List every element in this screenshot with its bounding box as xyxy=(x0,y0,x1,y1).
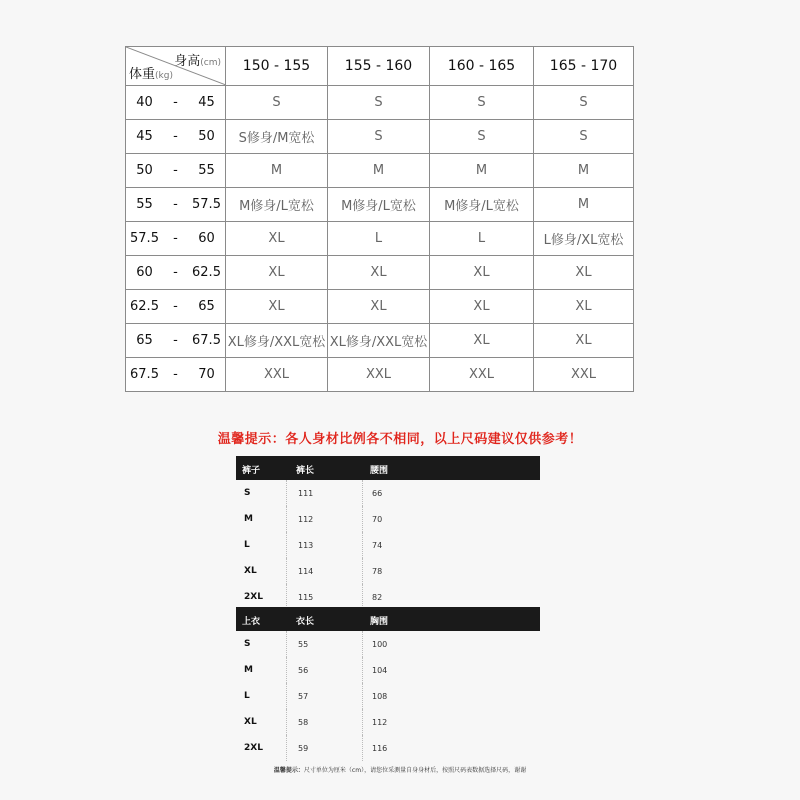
weight-dash: - xyxy=(173,163,178,178)
weight-dash: - xyxy=(173,95,178,110)
size-recommendation-cell: XL xyxy=(226,256,328,290)
length-value: 58 xyxy=(298,718,309,727)
height-axis-label: 身高(cm) xyxy=(174,54,221,69)
size-recommendation-cell: XL xyxy=(328,290,430,324)
size-notice: 温馨提示：各人身材比例各不相同，以上尺码建议仅供参考！ xyxy=(217,432,583,447)
size-recommendation-cell: XL xyxy=(328,256,430,290)
size-recommendation-cell: XL修身/XXL宽松 xyxy=(226,324,328,358)
size-recommendation-cell: XXL xyxy=(430,358,534,392)
dotted-divider xyxy=(286,735,287,761)
size-recommendation-cell: S xyxy=(534,120,634,154)
size-recommendation-cell: XL xyxy=(534,256,634,290)
footnote-label: 温馨提示： xyxy=(273,767,304,774)
length-value: 55 xyxy=(298,640,309,649)
dotted-divider xyxy=(362,683,363,709)
waist-value: 70 xyxy=(372,515,383,524)
tops-rows xyxy=(236,631,540,761)
weight-to: 70 xyxy=(198,367,215,382)
size-label: XL xyxy=(244,717,257,727)
size-chart-row xyxy=(126,358,634,392)
dotted-divider xyxy=(362,532,363,558)
size-recommendation-cell: M修身/L宽松 xyxy=(430,188,534,222)
size-recommendation-cell: S xyxy=(328,120,430,154)
length-value: 113 xyxy=(298,541,314,550)
size-label: S xyxy=(244,488,251,498)
length-value: 115 xyxy=(298,593,314,602)
weight-range-label xyxy=(126,256,226,290)
size-recommendation-cell: L修身/XL宽松 xyxy=(534,222,634,256)
waist-value: 78 xyxy=(372,567,383,576)
size-recommendation-cell: M xyxy=(328,154,430,188)
pants-row xyxy=(236,506,540,532)
weight-to: 67.5 xyxy=(192,333,221,348)
size-chart-row xyxy=(126,256,634,290)
size-recommendation-cell: M修身/L宽松 xyxy=(226,188,328,222)
weight-to: 60 xyxy=(198,231,215,246)
size-chart-table xyxy=(125,46,634,392)
size-recommendation-cell: S xyxy=(534,86,634,120)
weight-range-label xyxy=(126,324,226,358)
weight-range-label xyxy=(126,358,226,392)
length-value: 59 xyxy=(298,744,309,753)
size-recommendation-cell: XXL xyxy=(226,358,328,392)
pants-header-bar xyxy=(236,456,540,480)
tops-header-bar xyxy=(236,607,540,631)
length-value: 111 xyxy=(298,489,314,498)
tops-row xyxy=(236,683,540,709)
weight-from: 67.5 xyxy=(130,367,159,382)
dotted-divider xyxy=(362,735,363,761)
dotted-divider xyxy=(286,709,287,735)
dotted-divider xyxy=(286,631,287,657)
dotted-divider xyxy=(362,506,363,532)
length-value: 112 xyxy=(298,515,314,524)
tops-row xyxy=(236,657,540,683)
weight-range-label xyxy=(126,222,226,256)
size-recommendation-cell: M修身/L宽松 xyxy=(328,188,430,222)
size-recommendation-cell: S xyxy=(430,120,534,154)
size-label: M xyxy=(244,514,253,524)
weight-to: 65 xyxy=(198,299,215,314)
size-chart-corner-cell xyxy=(126,47,226,86)
chest-value: 116 xyxy=(372,744,388,753)
weight-dash: - xyxy=(173,231,178,246)
weight-range-label xyxy=(126,120,226,154)
size-label: 2XL xyxy=(244,743,263,753)
weight-axis-label: 体重(kg) xyxy=(129,67,173,82)
waist-value: 66 xyxy=(372,489,383,498)
weight-to: 50 xyxy=(198,129,215,144)
weight-to: 55 xyxy=(198,163,215,178)
weight-range-label xyxy=(126,154,226,188)
size-recommendation-cell: XL xyxy=(226,222,328,256)
chest-value: 112 xyxy=(372,718,388,727)
size-recommendation-cell: XL xyxy=(534,290,634,324)
weight-from: 60 xyxy=(136,265,153,280)
size-chart-row xyxy=(126,290,634,324)
weight-dash: - xyxy=(173,129,178,144)
size-chart-row xyxy=(126,324,634,358)
size-recommendation-cell: XL xyxy=(430,256,534,290)
size-recommendation-cell: XL xyxy=(534,324,634,358)
waist-value: 82 xyxy=(372,593,383,602)
weight-dash: - xyxy=(173,333,178,348)
weight-range-label xyxy=(126,290,226,324)
weight-range-label xyxy=(126,86,226,120)
size-recommendation-cell: XL xyxy=(226,290,328,324)
weight-to: 57.5 xyxy=(192,197,221,212)
pants-row xyxy=(236,480,540,506)
dotted-divider xyxy=(286,480,287,506)
pants-row xyxy=(236,532,540,558)
dotted-divider xyxy=(362,480,363,506)
footnote xyxy=(0,765,800,774)
weight-to: 62.5 xyxy=(192,265,221,280)
size-recommendation-cell: M xyxy=(430,154,534,188)
height-column-header: 155 - 160 xyxy=(328,47,430,86)
size-label: 2XL xyxy=(244,592,263,602)
weight-to: 45 xyxy=(198,95,215,110)
size-chart-header-row xyxy=(126,47,634,86)
tops-header-length: 衣长 xyxy=(296,617,315,627)
weight-from: 65 xyxy=(136,333,153,348)
weight-from: 45 xyxy=(136,129,153,144)
weight-dash: - xyxy=(173,367,178,382)
weight-dash: - xyxy=(173,197,178,212)
size-label: L xyxy=(244,540,250,550)
pants-measurement-table xyxy=(236,456,540,610)
chest-value: 100 xyxy=(372,640,388,649)
tops-row xyxy=(236,631,540,657)
length-value: 56 xyxy=(298,666,309,675)
size-label: M xyxy=(244,665,253,675)
length-value: 57 xyxy=(298,692,309,701)
waist-value: 74 xyxy=(372,541,383,550)
size-recommendation-cell: XL xyxy=(430,324,534,358)
tops-header-chest: 胸围 xyxy=(370,617,389,627)
tops-measurement-table xyxy=(236,607,540,761)
dotted-divider xyxy=(362,631,363,657)
dotted-divider xyxy=(286,657,287,683)
size-recommendation-cell: XXL xyxy=(328,358,430,392)
pants-header-length: 裤长 xyxy=(296,466,315,476)
weight-from: 55 xyxy=(136,197,153,212)
size-recommendation-cell: XL xyxy=(430,290,534,324)
size-recommendation-cell: S xyxy=(328,86,430,120)
weight-from: 62.5 xyxy=(130,299,159,314)
pants-header-waist: 腰围 xyxy=(370,466,389,476)
dotted-divider xyxy=(362,709,363,735)
size-recommendation-cell: XL修身/XXL宽松 xyxy=(328,324,430,358)
size-label: S xyxy=(244,639,251,649)
length-value: 114 xyxy=(298,567,314,576)
size-recommendation-cell: L xyxy=(430,222,534,256)
weight-dash: - xyxy=(173,265,178,280)
height-column-header: 160 - 165 xyxy=(430,47,534,86)
size-recommendation-cell: M xyxy=(534,188,634,222)
size-label: L xyxy=(244,691,250,701)
tops-header-item: 上衣 xyxy=(242,617,261,627)
pants-rows xyxy=(236,480,540,610)
size-recommendation-cell: M xyxy=(534,154,634,188)
size-recommendation-cell: S xyxy=(430,86,534,120)
weight-from: 50 xyxy=(136,163,153,178)
footnote-text: 尺寸单位为厘米（cm），请您位采测量自身身材后，按照尺码表数据选择尺码，谢谢 xyxy=(303,767,527,774)
dotted-divider xyxy=(286,683,287,709)
weight-from: 57.5 xyxy=(130,231,159,246)
size-chart-row xyxy=(126,120,634,154)
size-label: XL xyxy=(244,566,257,576)
weight-dash: - xyxy=(173,299,178,314)
dotted-divider xyxy=(286,532,287,558)
size-recommendation-cell: S xyxy=(226,86,328,120)
size-recommendation-cell: XXL xyxy=(534,358,634,392)
size-chart-row xyxy=(126,154,634,188)
chest-value: 104 xyxy=(372,666,388,675)
tops-row xyxy=(236,735,540,761)
tops-row xyxy=(236,709,540,735)
size-recommendation-cell: S修身/M宽松 xyxy=(226,120,328,154)
size-chart-row xyxy=(126,86,634,120)
dotted-divider xyxy=(286,558,287,584)
dotted-divider xyxy=(362,558,363,584)
dotted-divider xyxy=(286,506,287,532)
dotted-divider xyxy=(362,657,363,683)
weight-range-label xyxy=(126,188,226,222)
size-chart-row xyxy=(126,188,634,222)
chest-value: 108 xyxy=(372,692,388,701)
size-recommendation-cell: L xyxy=(328,222,430,256)
height-column-header: 165 - 170 xyxy=(534,47,634,86)
weight-from: 40 xyxy=(136,95,153,110)
pants-header-item: 裤子 xyxy=(242,466,261,476)
height-column-header: 150 - 155 xyxy=(226,47,328,86)
size-chart-row xyxy=(126,222,634,256)
size-recommendation-cell: M xyxy=(226,154,328,188)
pants-row xyxy=(236,558,540,584)
